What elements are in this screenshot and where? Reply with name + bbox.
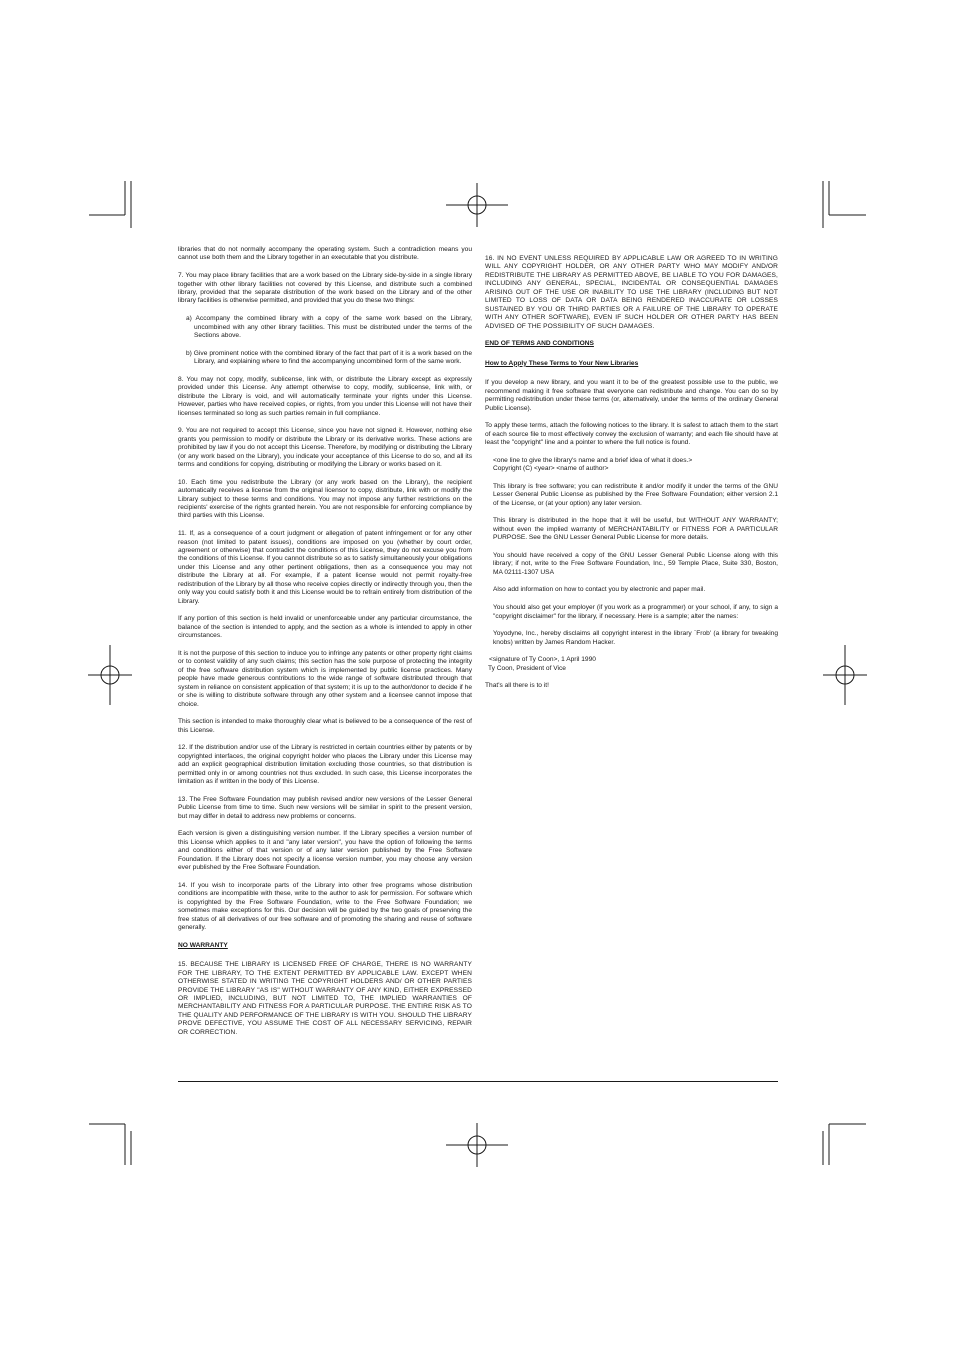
section-11-intent: This section is intended to make thoroughly clear what is believed to be a consequence of the rest of this License.: [178, 718, 472, 734]
registration-mark-left: [88, 645, 132, 705]
section-11: 11. If, as a consequence of a court judgment or allegation of patent infringement or for any other reason (not limited to patent issues), conditions are imposed on you (whether by court order, agreement or otherwise) that contradict the conditions of this License, they do not excuse you from the conditions of this License. If you cannot distribute so as to satisfy simultaneously your obligations under this License and any other pertinent obligations, then as a consequence you may not distribute the Library at all. For example, if a patent license would not permit royalty-free redistribution of the Library by all those who receive copies directly or indirectly through you, then the only way you could satisfy both it and this License would be to refrain entirely from distribution of the Library.: [178, 530, 472, 605]
sample-employer-disclaimer: You should also get your employer (if you work as a programmer) or your school, if any, to sign a "copyright disclaimer" for the library, if necessary. Here is a sample; alter the names:: [493, 604, 778, 620]
apply-instructions: To apply these terms, attach the following notices to the library. It is safest to attach them to the start of each source file to most effectively convey the exclusion of warranty; and each file should have at least the "copyright" line and a pointer to where the full notice is found.: [485, 422, 778, 447]
paragraph-continued: libraries that do not normally accompany the operating system. Such a contradiction means you cannot use both them and the Library together in an executable that you distribute.: [178, 246, 472, 262]
section-7b: b) Give prominent notice with the combined library of the fact that part of it is a work based on the Library, and explaining where to find the accompanying uncombined form of the same work.: [186, 349, 472, 366]
crop-mark-bottom-right: [823, 1124, 866, 1165]
how-to-apply-heading: How to Apply These Terms to Your New Libraries: [485, 359, 639, 367]
registration-mark-bottom: [446, 1123, 508, 1167]
section-13-versions: Each version is given a distinguishing version number. If the Library specifies a version number of this License which applies to it and "any later version", you have the option of following the terms and conditions either of that version or of any later version published by the Free Software Foundation. If the Library does not specify a license version number, you may choose any version ever published by the Free Software Foundation.: [178, 830, 472, 872]
closing-line: That's all there is to it!: [485, 682, 549, 690]
apply-intro: If you develop a new library, and you want it to be of the greatest possible use to the public, we recommend making it free software that everyone can redistribute and change. You can do so by permitting redistribution under these terms (or, alternatively, under the terms of the ordinary General Public License).: [485, 379, 778, 412]
crop-mark-bottom-left: [89, 1124, 131, 1165]
sample-received-copy: You should have received a copy of the GNU Lesser General Public License along with this library; if not, write to the Free Software Foundation, Inc., 59 Temple Place, Suite 330, Boston, MA 02111-1307 USA: [493, 551, 778, 576]
sample-no-warranty: This library is distributed in the hope that it will be useful, but WITHOUT ANY WARRANTY; without even the implied warranty of MERCHANTABILITY or FITNESS FOR A PARTICULAR PURPOSE. See the GNU Lesser General Public License for more details.: [493, 517, 778, 542]
crop-mark-top-left: [89, 181, 131, 228]
sample-notice-header: [493, 457, 778, 474]
right-column: [485, 255, 778, 700]
section-16: 16. IN NO EVENT UNLESS REQUIRED BY APPLICABLE LAW OR AGREED TO IN WRITING WILL ANY COPYRIGHT HOLDER, OR ANY OTHER PARTY WHO MAY MODIFY AND/OR REDISTRIBUTE THE LIBRARY AS PERMITTED ABOVE, BE LIABLE TO YOU FOR DAMAGES, INCLUDING ANY GENERAL, SPECIAL, INCIDENTAL OR CONSEQUENTIAL DAMAGES ARISING OUT OF THE USE OR INABILITY TO USE THE LIBRARY (INCLUDING BUT NOT LIMITED TO LOSS OF DATA OR DATA BEING RENDERED INACCURATE OR LOSSES SUSTAINED BY YOU OR THIRD PARTIES OR A FAILURE OF THE LIBRARY TO OPERATE WITH ANY OTHER SOFTWARE), EVEN IF SUCH HOLDER OR OTHER PARTY HAS BEEN ADVISED OF THE POSSIBILITY OF SUCH DAMAGES.: [485, 255, 778, 330]
section-11-invalid-portion: If any portion of this section is held invalid or unenforceable under any particular circumstance, the balance of the section is intended to apply, and the section as a whole is intended to apply in other circumstances.: [178, 615, 472, 640]
section-11-purpose: It is not the purpose of this section to induce you to infringe any patents or other property right claims or to contest validity of any such claims; this section has the sole purpose of protecting the integrity of the free software distribution system which is implemented by public license practices. Many people have made generous contributions to the wide range of software distributed through that system in reliance on consistent application of that system; it is up to the author/donor to decide if he or she is willing to distribute software through any other system and a licensee cannot impose that choice.: [178, 649, 472, 708]
section-15: 15. BECAUSE THE LIBRARY IS LICENSED FREE OF CHARGE, THERE IS NO WARRANTY FOR THE LIBRARY, TO THE EXTENT PERMITTED BY APPLICABLE LAW. EXCEPT WHEN OTHERWISE STATED IN WRITING THE COPYRIGHT HOLDERS AND/ OR OTHER PARTIES PROVIDE THE LIBRARY "AS IS" WITHOUT WARRANTY OF ANY KIND, EITHER EXPRESSED OR IMPLIED, INCLUDING, BUT NOT LIMITED TO, THE IMPLIED WARRANTIES OF MERCHANTABILITY AND FITNESS FOR A PARTICULAR PURPOSE. THE ENTIRE RISK AS TO THE QUALITY AND PERFORMANCE OF THE LIBRARY IS WITH YOU. SHOULD THE LIBRARY PROVE DEFECTIVE, YOU ASSUME THE COST OF ALL NECESSARY SERVICING, REPAIR OR CORRECTION.: [178, 961, 472, 1036]
registration-mark-right: [823, 645, 867, 705]
registration-mark-top: [446, 183, 508, 227]
sample-copyright-line: Copyright (C) <year> <name of author>: [493, 465, 609, 473]
signature-line: <signature of Ty Coon>, 1 April 1990: [489, 656, 596, 664]
no-warranty-heading: NO WARRANTY: [178, 941, 228, 949]
section-7a: a) Accompany the combined library with a copy of the same work based on the Library, uncombined with any other library facilities. This must be distributed under the terms of the Sections above.: [186, 315, 472, 339]
signature-title: Ty Coon, President of Vice: [488, 664, 566, 672]
end-of-terms-heading: END OF TERMS AND CONDITIONS: [485, 340, 594, 348]
sample-contact-info: Also add information on how to contact you by electronic and paper mail.: [493, 586, 706, 594]
sample-free-software: This library is free software; you can redistribute it and/or modify it under the terms of the GNU Lesser General Public License as published by the Free Software Foundation; either version 2.1 of the License, or (at your option) any later version.: [493, 482, 778, 507]
section-13: 13. The Free Software Foundation may publish revised and/or new versions of the Lesser General Public License from time to time. Such new versions will be similar in spirit to the present version, but may differ in detail to address new problems or concerns.: [178, 795, 472, 820]
section-10: 10. Each time you redistribute the Library (or any work based on the Library), the recipient automatically receives a license from the original licensor to copy, distribute, link with or modify the Library subject to these terms and conditions. You may not impose any further restrictions on the recipients' exercise of the rights granted herein. You are not responsible for enforcing compliance by third parties with this License.: [178, 478, 472, 520]
section-9: 9. You are not required to accept this License, since you have not signed it. However, nothing else grants you permission to modify or distribute the Library or its derivative works. These actions are prohibited by law if you do not accept this License. Therefore, by modifying or distributing the Library (or any work based on the Library), you indicate your acceptance of this License to do so, and all its terms and conditions for copying, distributing or modifying the Library or works based on it.: [178, 427, 472, 468]
footer-rule: [178, 1081, 778, 1082]
sample-library-line: <one line to give the library's name and a brief idea of what it does.>: [493, 456, 693, 464]
crop-mark-top-right: [823, 181, 866, 228]
sample-yoyodyne-disclaimer: Yoyodyne, Inc., hereby disclaims all copyright interest in the library `Frob' (a library for tweaking knobs) written by James Random Hacker.: [493, 630, 778, 646]
section-7: 7. You may place library facilities that are a work based on the Library side-by-side in a single library together with other library facilities not covered by this License, and distribute such a combined library, provided that the separate distribution of the work based on the Library and of the other library facilities is otherwise permitted, and provided that you do these two things:: [178, 272, 472, 305]
left-column: [178, 246, 472, 1046]
section-12: 12. If the distribution and/or use of the Library is restricted in certain countries either by patents or by copyrighted interfaces, the original copyright holder who places the Library under this License may add an explicit geographical distribution limitation excluding those countries, so that distribution is permitted only in or among countries not thus excluded. In such case, this License incorporates the limitation as if written in the body of this License.: [178, 744, 472, 786]
section-8: 8. You may not copy, modify, sublicense, link with, or distribute the Library except as expressly provided under this License. Any attempt otherwise to copy, modify, sublicense, link with, or distribute the Library is void, and will automatically terminate your rights under this License. However, parties who have received copies, or rights, from you under this License will not have their licenses terminated so long as such parties remain in full compliance.: [178, 375, 472, 417]
section-14: 14. If you wish to incorporate parts of the Library into other free programs whose distribution conditions are incompatible with these, write to the author to ask for permission. For software which is copyrighted by the Free Software Foundation, write to the Free Software Foundation; we sometimes make exceptions for this. Our decision will be guided by the two goals of preserving the free status of all derivatives of our free software and of promoting the sharing and reuse of software generally.: [178, 881, 472, 932]
